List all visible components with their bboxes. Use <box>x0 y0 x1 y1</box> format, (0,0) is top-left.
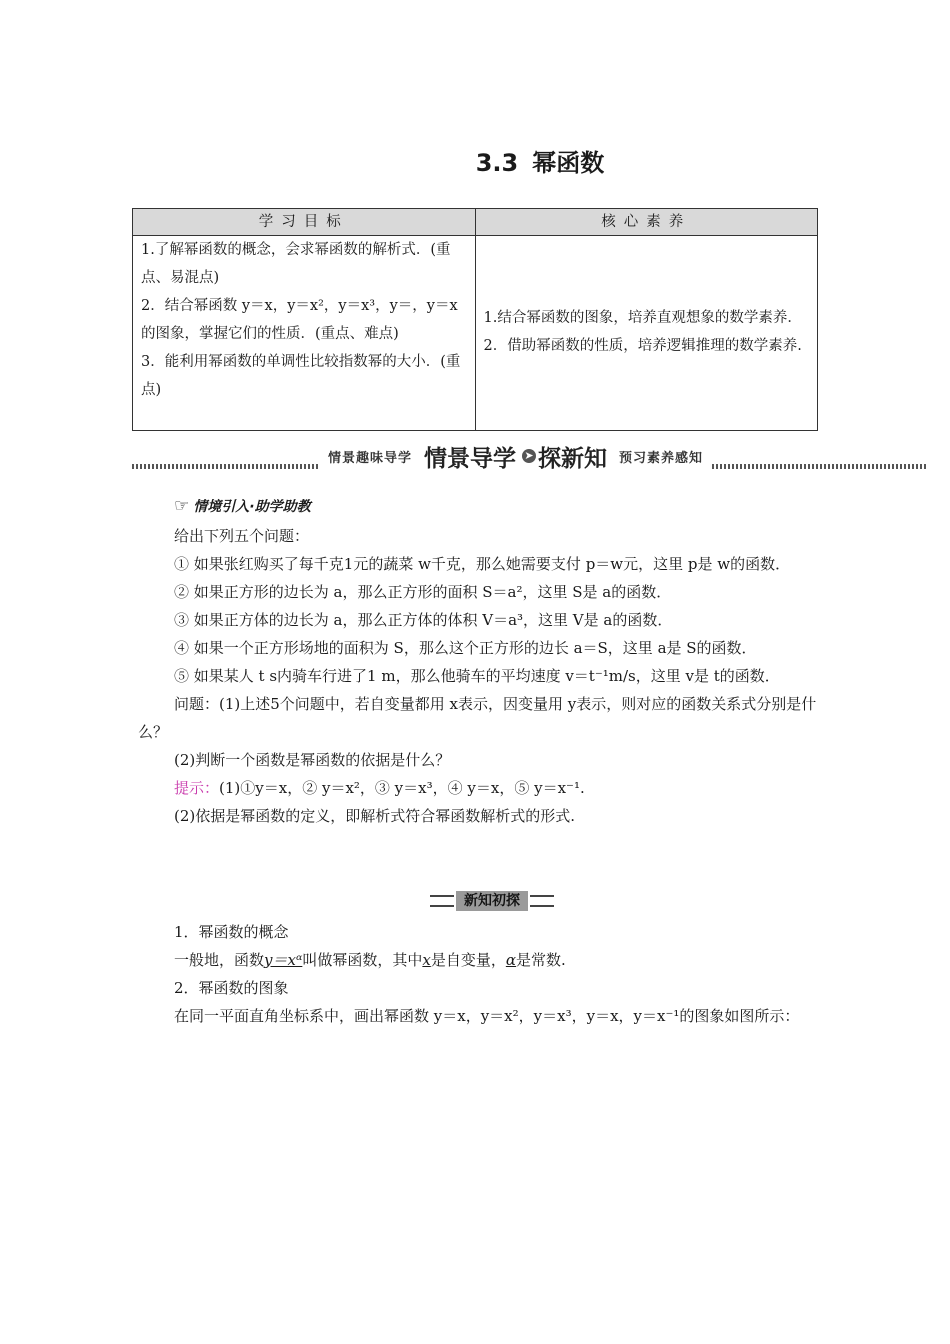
core-literacy-cell <box>475 236 818 431</box>
new-knowledge-tag <box>430 890 554 912</box>
banner-subtitle-left: 情景趣味导学 <box>328 450 413 466</box>
hint-answer-1 <box>138 774 818 802</box>
section-heading-text: 情境引入·助学助教 <box>193 499 311 515</box>
intro-text: 给出下列五个问题： <box>174 527 310 545</box>
banner-title-right: 探新知 <box>538 445 608 472</box>
goal-item: 2．结合幂函数 y＝x，y＝x²，y＝x³，y＝，y＝x的图象，掌握它们的性质．(重点、难点) <box>141 298 458 342</box>
tag-text: 新知初探 <box>456 891 528 911</box>
section-title: 幂函数 <box>532 149 605 177</box>
literacy-item: 2．借助幂函数的性质，培养逻辑推理的数学素养. <box>483 338 802 354</box>
intro-content <box>138 522 818 830</box>
problem-item: ④ 如果一个正方形场地的面积为 S，那么这个正方形的边长 a＝S，这里 a是 S的函数． <box>174 639 757 657</box>
problem-item: ⑤ 如果某人 t s内骑车行进了1 m，那么他骑车的平均速度 v＝t⁻¹m/s，这里 v是 t的函数． <box>174 667 780 685</box>
banner-title-left: 情景导学 <box>424 445 517 472</box>
banner-subtitle-right: 预习素养感知 <box>619 450 704 466</box>
pointing-hand-icon: ☞ <box>174 496 190 516</box>
header-learning-goals: 学习目标 <box>133 209 476 236</box>
learning-goals-cell <box>133 236 476 431</box>
graph-heading: 2．幂函数的图象 <box>174 979 289 997</box>
hint-label: 提示： <box>174 779 220 797</box>
concept-definition <box>138 946 818 974</box>
concept-variable: x <box>422 951 431 969</box>
concept-formula: y＝xᵅ <box>264 951 303 969</box>
section-banner <box>132 442 928 472</box>
problem-item: ② 如果正方形的边长为 a，那么正方形的面积 S＝a²，这里 S是 a的函数． <box>174 583 672 601</box>
concept-constant: α <box>505 951 516 969</box>
page-title <box>0 143 950 178</box>
concept-post: 是常数. <box>515 951 566 969</box>
hint-text-1: (1)①y＝x，② y＝x²，③ y＝x³，④ y＝x，⑤ y＝x⁻¹. <box>219 779 585 797</box>
tag-left-bar <box>430 895 454 907</box>
question-2: (2)判断一个函数是幂函数的依据是什么？ <box>174 751 451 769</box>
header-core-literacy: 核心素养 <box>475 209 818 236</box>
problem-item: ① 如果张红购买了每千克1元的蔬菜 w千克，那么她需要支付 p＝w元，这里 p是 w的函数． <box>174 555 791 573</box>
arrow-icon: ➤ <box>522 449 536 463</box>
section-heading <box>174 496 311 516</box>
goal-item: 1.了解幂函数的概念，会求幂函数的解析式．(重点、易混点) <box>141 242 451 286</box>
question-1: 问题：(1)上述5个问题中，若自变量都用 x表示，因变量用 y表示，则对应的函数关系式分别是什么？ <box>138 695 817 741</box>
problem-item: ③ 如果正方体的边长为 a，那么正方体的体积 V＝a³，这里 V是 a的函数． <box>174 611 673 629</box>
section-number: 3.3 <box>475 149 519 177</box>
graph-text: 在同一平面直角坐标系中，画出幂函数 y＝x，y＝x²，y＝x³，y＝x，y＝x⁻¹的图象如图所示： <box>174 1007 800 1025</box>
tag-right-bar <box>530 895 554 907</box>
knowledge-content <box>138 918 818 1030</box>
goal-item: 3．能利用幂函数的单调性比较指数幂的大小．(重点) <box>141 354 461 398</box>
literacy-item: 1.结合幂函数的图象，培养直观想象的数学素养． <box>483 310 802 326</box>
concept-mid2: 是自变量， <box>430 951 506 969</box>
concept-mid: 叫做幂函数，其中 <box>302 951 423 969</box>
concept-heading: 1．幂函数的概念 <box>174 923 289 941</box>
goals-table <box>132 208 818 431</box>
hint-answer-2: (2)依据是幂函数的定义，即解析式符合幂函数解析式的形式. <box>174 807 576 825</box>
concept-pre: 一般地，函数 <box>174 951 265 969</box>
banner-content <box>320 442 711 470</box>
